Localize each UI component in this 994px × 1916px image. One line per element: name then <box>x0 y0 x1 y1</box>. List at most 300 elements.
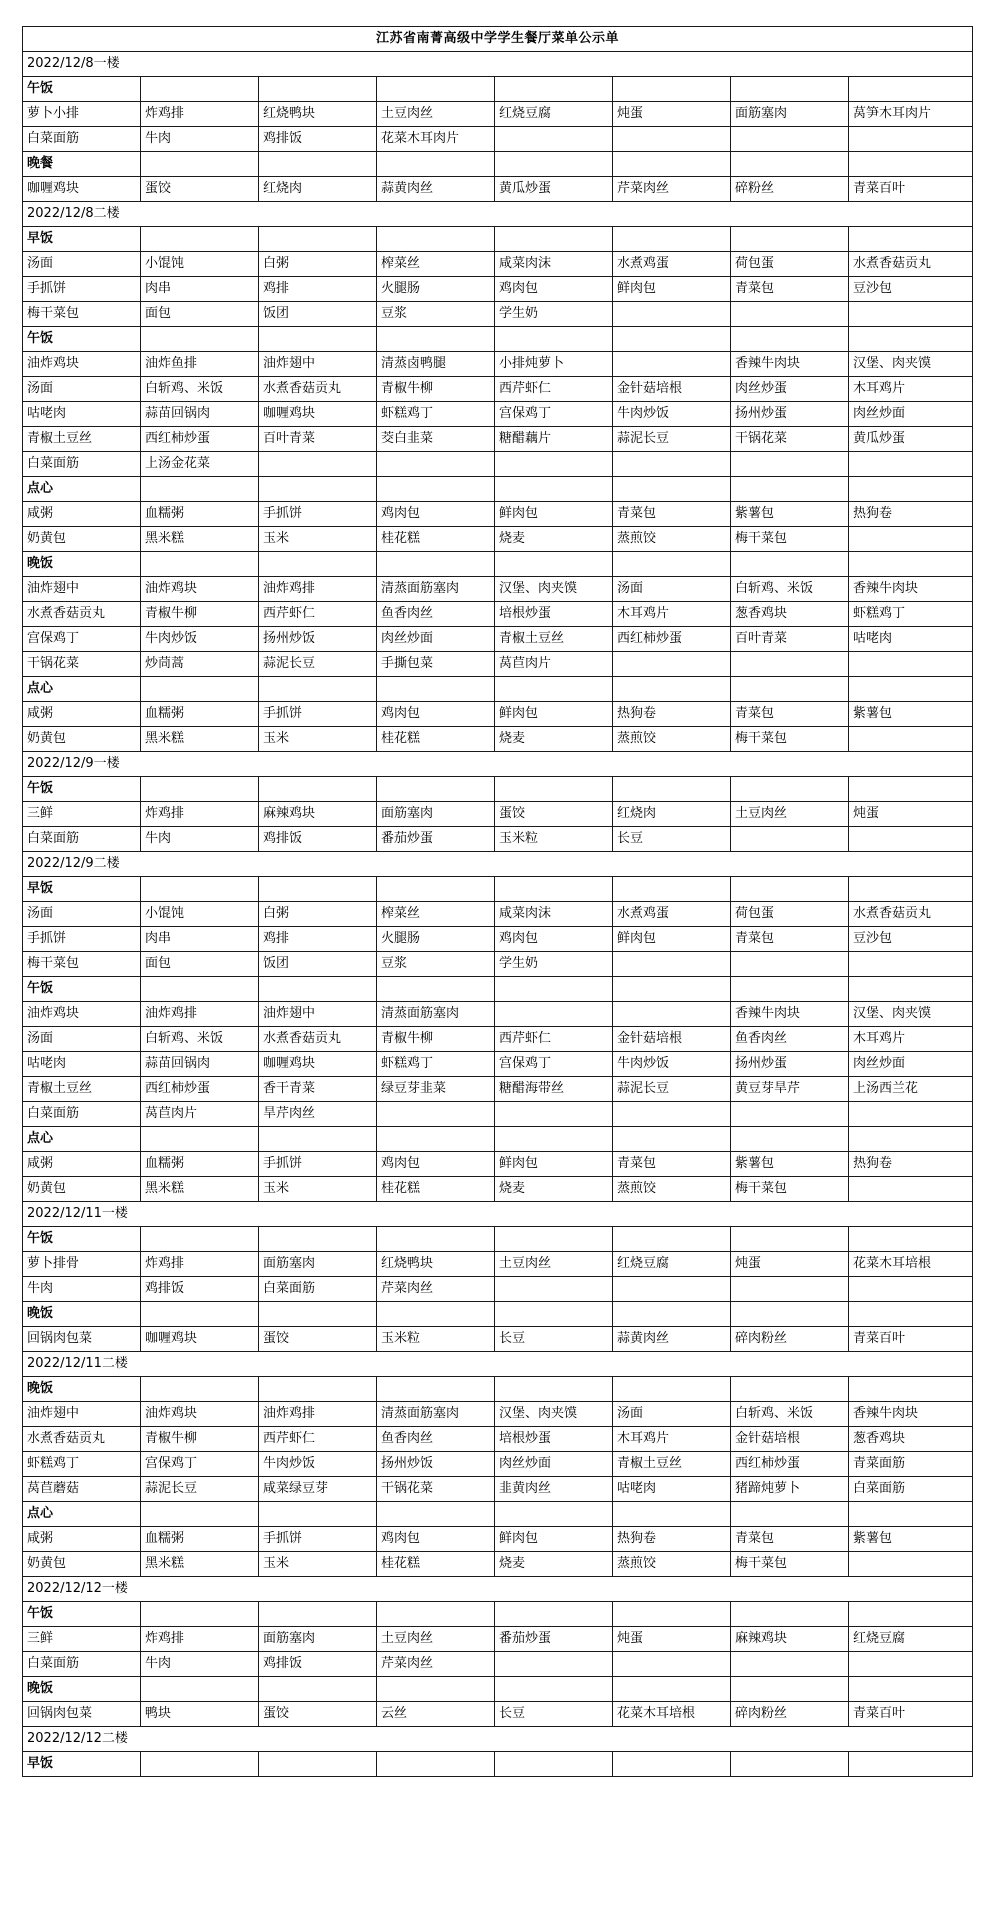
dish-cell: 咸菜绿豆芽 <box>259 1477 377 1502</box>
date-floor-label: 2022/12/12一楼 <box>23 1577 973 1602</box>
meal-header-spacer <box>377 552 495 577</box>
date-header-row <box>23 1202 973 1227</box>
meal-header-spacer <box>259 77 377 102</box>
dish-cell <box>731 827 849 852</box>
dish-row <box>23 1052 973 1077</box>
dish-cell: 梅干菜包 <box>731 1552 849 1577</box>
meal-header-spacer <box>495 1302 613 1327</box>
dish-cell: 血糯粥 <box>141 502 259 527</box>
dish-cell: 油炸鸡排 <box>141 1002 259 1027</box>
meal-label: 晚饭 <box>23 552 141 577</box>
meal-header-spacer <box>613 77 731 102</box>
dish-cell: 青椒牛柳 <box>141 602 259 627</box>
meal-header-spacer <box>495 552 613 577</box>
meal-header-spacer <box>613 1227 731 1252</box>
dish-cell: 西芹虾仁 <box>495 377 613 402</box>
dish-cell: 芹菜肉丝 <box>377 1652 495 1677</box>
dish-cell: 黑米糕 <box>141 527 259 552</box>
dish-cell: 鱼香肉丝 <box>377 1427 495 1452</box>
dish-cell: 红烧肉 <box>259 177 377 202</box>
dish-cell: 炸鸡排 <box>141 802 259 827</box>
dish-row <box>23 1652 973 1677</box>
dish-cell <box>731 1102 849 1127</box>
meal-header-spacer <box>259 327 377 352</box>
dish-cell: 牛肉炒饭 <box>259 1452 377 1477</box>
dish-cell: 油炸翅中 <box>23 577 141 602</box>
dish-row <box>23 527 973 552</box>
dish-row <box>23 1552 973 1577</box>
dish-cell: 炖蛋 <box>613 102 731 127</box>
dish-cell: 白斩鸡、米饭 <box>141 1027 259 1052</box>
meal-header-spacer <box>377 327 495 352</box>
meal-header-spacer <box>377 1377 495 1402</box>
dish-cell: 香辣牛肉块 <box>849 577 973 602</box>
dish-cell: 油炸翅中 <box>259 352 377 377</box>
meal-header-spacer <box>495 227 613 252</box>
meal-header-spacer <box>377 1302 495 1327</box>
meal-header-spacer <box>731 1127 849 1152</box>
dish-cell: 梅干菜包 <box>731 527 849 552</box>
dish-cell: 三鲜 <box>23 1627 141 1652</box>
dish-cell: 小馄饨 <box>141 902 259 927</box>
dish-cell: 碎肉粉丝 <box>731 1702 849 1727</box>
dish-row <box>23 452 973 477</box>
meal-header-spacer <box>259 1752 377 1777</box>
dish-cell: 油炸鸡块 <box>23 352 141 377</box>
meal-header-spacer <box>849 877 973 902</box>
dish-cell: 白菜面筋 <box>23 127 141 152</box>
dish-cell: 桂花糕 <box>377 1177 495 1202</box>
dish-cell: 西红柿炒蛋 <box>141 1077 259 1102</box>
meal-label: 晚饭 <box>23 1377 141 1402</box>
dish-cell <box>613 1102 731 1127</box>
meal-header-spacer <box>495 1602 613 1627</box>
dish-cell: 青椒牛柳 <box>377 1027 495 1052</box>
dish-cell: 蒸煎饺 <box>613 1552 731 1577</box>
meal-header-spacer <box>613 877 731 902</box>
dish-cell: 水煮香菇贡丸 <box>259 1027 377 1052</box>
dish-cell: 水煮香菇贡丸 <box>849 902 973 927</box>
meal-header-spacer <box>731 1302 849 1327</box>
dish-cell: 血糯粥 <box>141 702 259 727</box>
meal-header-spacer <box>141 677 259 702</box>
meal-header-spacer <box>849 1227 973 1252</box>
dish-cell: 油炸鱼排 <box>141 352 259 377</box>
meal-header-spacer <box>495 1127 613 1152</box>
meal-header-spacer <box>377 977 495 1002</box>
dish-cell: 学生奶 <box>495 302 613 327</box>
dish-cell: 豆沙包 <box>849 927 973 952</box>
dish-cell: 旱芹肉丝 <box>259 1102 377 1127</box>
meal-header-spacer <box>259 1677 377 1702</box>
dish-cell: 鲜肉包 <box>495 702 613 727</box>
dish-cell: 咖喱鸡块 <box>23 177 141 202</box>
dish-cell: 玉米 <box>259 727 377 752</box>
meal-header-spacer <box>259 1377 377 1402</box>
dish-row <box>23 952 973 977</box>
dish-cell: 白菜面筋 <box>23 1652 141 1677</box>
meal-header-spacer <box>259 777 377 802</box>
dish-cell: 玉米 <box>259 527 377 552</box>
meal-label: 点心 <box>23 677 141 702</box>
dish-cell: 云丝 <box>377 1702 495 1727</box>
dish-cell: 木耳鸡片 <box>849 377 973 402</box>
dish-cell: 金针菇培根 <box>731 1427 849 1452</box>
meal-header-spacer <box>849 677 973 702</box>
dish-cell: 鸡肉包 <box>377 702 495 727</box>
dish-cell: 虾糕鸡丁 <box>377 1052 495 1077</box>
dish-cell: 三鲜 <box>23 802 141 827</box>
meal-header-spacer <box>849 1302 973 1327</box>
dish-cell: 鲜肉包 <box>495 1152 613 1177</box>
dish-row <box>23 377 973 402</box>
meal-header-spacer <box>849 1127 973 1152</box>
dish-cell: 扬州炒蛋 <box>731 402 849 427</box>
meal-header-spacer <box>259 1127 377 1152</box>
dish-cell: 炸鸡排 <box>141 102 259 127</box>
dish-cell <box>259 452 377 477</box>
meal-header-spacer <box>495 977 613 1002</box>
date-header-row <box>23 202 973 227</box>
dish-cell: 扬州炒饭 <box>377 1452 495 1477</box>
dish-cell: 鲜肉包 <box>495 1527 613 1552</box>
dish-cell: 油炸鸡排 <box>259 1402 377 1427</box>
meal-header-spacer <box>731 1677 849 1702</box>
meal-header-spacer <box>377 1127 495 1152</box>
meal-header-spacer <box>849 977 973 1002</box>
dish-cell: 牛肉 <box>141 1652 259 1677</box>
dish-cell: 虾糕鸡丁 <box>377 402 495 427</box>
meal-header-spacer <box>377 227 495 252</box>
dish-cell: 咖喱鸡块 <box>259 1052 377 1077</box>
dish-cell: 鸡排饭 <box>259 827 377 852</box>
dish-cell: 饭团 <box>259 952 377 977</box>
title-row <box>23 27 973 52</box>
dish-cell: 蛋饺 <box>141 177 259 202</box>
dish-cell: 百叶青菜 <box>731 627 849 652</box>
dish-cell: 鸡排 <box>259 927 377 952</box>
dish-cell: 蒜黄肉丝 <box>613 1327 731 1352</box>
dish-cell: 花菜木耳培根 <box>613 1702 731 1727</box>
dish-cell: 梅干菜包 <box>23 302 141 327</box>
meal-label: 早饭 <box>23 1752 141 1777</box>
dish-cell: 肉丝炒面 <box>495 1452 613 1477</box>
dish-cell: 油炸鸡块 <box>23 1002 141 1027</box>
dish-cell: 青菜包 <box>613 502 731 527</box>
date-header-row <box>23 852 973 877</box>
dish-cell: 汤面 <box>23 1027 141 1052</box>
meal-header-spacer <box>731 1752 849 1777</box>
dish-cell: 葱香鸡块 <box>849 1427 973 1452</box>
meal-label: 晚餐 <box>23 152 141 177</box>
dish-cell: 红烧鸭块 <box>259 102 377 127</box>
dish-cell: 咸粥 <box>23 1152 141 1177</box>
dish-cell <box>849 127 973 152</box>
dish-cell <box>613 302 731 327</box>
dish-cell: 红烧豆腐 <box>849 1627 973 1652</box>
dish-cell: 汤面 <box>23 252 141 277</box>
dish-cell: 虾糕鸡丁 <box>849 602 973 627</box>
meal-header-spacer <box>141 1377 259 1402</box>
dish-cell: 小馄饨 <box>141 252 259 277</box>
meal-header-spacer <box>377 877 495 902</box>
meal-header-row <box>23 1502 973 1527</box>
meal-header-spacer <box>259 552 377 577</box>
meal-header-spacer <box>141 552 259 577</box>
dish-cell <box>613 1277 731 1302</box>
meal-header-spacer <box>613 777 731 802</box>
meal-header-spacer <box>495 1752 613 1777</box>
meal-header-spacer <box>495 152 613 177</box>
meal-header-spacer <box>141 777 259 802</box>
meal-label: 点心 <box>23 477 141 502</box>
dish-row <box>23 277 973 302</box>
dish-cell: 荷包蛋 <box>731 902 849 927</box>
dish-cell: 鲜肉包 <box>613 277 731 302</box>
dish-cell: 牛肉炒饭 <box>613 402 731 427</box>
meal-header-spacer <box>495 1227 613 1252</box>
meal-label: 晚饭 <box>23 1677 141 1702</box>
dish-cell: 紫薯包 <box>731 1152 849 1177</box>
meal-header-spacer <box>141 152 259 177</box>
meal-header-spacer <box>259 227 377 252</box>
dish-cell: 水煮鸡蛋 <box>613 252 731 277</box>
dish-cell <box>849 727 973 752</box>
meal-label: 早饭 <box>23 877 141 902</box>
dish-row <box>23 1452 973 1477</box>
dish-row <box>23 602 973 627</box>
menu-table <box>22 26 973 1777</box>
dish-cell: 蒜苗回锅肉 <box>141 402 259 427</box>
dish-row <box>23 1477 973 1502</box>
dish-cell: 鸡肉包 <box>377 1527 495 1552</box>
dish-cell: 青椒牛柳 <box>377 377 495 402</box>
meal-header-spacer <box>259 1302 377 1327</box>
meal-header-row <box>23 327 973 352</box>
meal-header-spacer <box>141 477 259 502</box>
dish-cell: 白菜面筋 <box>849 1477 973 1502</box>
meal-header-spacer <box>141 877 259 902</box>
meal-header-spacer <box>731 1502 849 1527</box>
dish-cell: 面筋塞肉 <box>259 1627 377 1652</box>
dish-cell <box>849 452 973 477</box>
meal-header-spacer <box>613 1377 731 1402</box>
dish-cell: 鱼香肉丝 <box>731 1027 849 1052</box>
meal-header-spacer <box>259 152 377 177</box>
meal-header-spacer <box>377 152 495 177</box>
dish-cell <box>495 127 613 152</box>
dish-cell: 香辣牛肉块 <box>849 1402 973 1427</box>
dish-cell: 培根炒蛋 <box>495 602 613 627</box>
dish-row <box>23 302 973 327</box>
dish-cell: 茭白韭菜 <box>377 427 495 452</box>
dish-cell: 百叶青菜 <box>259 427 377 452</box>
meal-header-spacer <box>495 677 613 702</box>
meal-header-spacer <box>259 877 377 902</box>
dish-cell: 鸡肉包 <box>377 1152 495 1177</box>
meal-header-spacer <box>377 1227 495 1252</box>
dish-cell: 青菜百叶 <box>849 177 973 202</box>
meal-header-spacer <box>731 227 849 252</box>
dish-cell: 蒸煎饺 <box>613 1177 731 1202</box>
meal-header-spacer <box>495 327 613 352</box>
dish-cell: 鸡肉包 <box>495 927 613 952</box>
dish-cell: 热狗卷 <box>849 1152 973 1177</box>
meal-header-spacer <box>613 327 731 352</box>
meal-header-spacer <box>613 1127 731 1152</box>
dish-row <box>23 702 973 727</box>
meal-header-spacer <box>495 77 613 102</box>
date-header-row <box>23 52 973 77</box>
dish-cell <box>495 1002 613 1027</box>
dish-cell <box>377 452 495 477</box>
dish-cell: 清蒸面筋塞肉 <box>377 1002 495 1027</box>
dish-cell: 水煮香菇贡丸 <box>259 377 377 402</box>
dish-cell: 鸡排饭 <box>259 127 377 152</box>
dish-cell: 黄瓜炒蛋 <box>495 177 613 202</box>
dish-cell: 肉丝炒蛋 <box>731 377 849 402</box>
date-header-row <box>23 1352 973 1377</box>
dish-row <box>23 627 973 652</box>
dish-cell: 木耳鸡片 <box>613 602 731 627</box>
dish-cell <box>613 452 731 477</box>
dish-cell: 蒜泥长豆 <box>259 652 377 677</box>
dish-cell: 炖蛋 <box>613 1627 731 1652</box>
meal-header-spacer <box>141 77 259 102</box>
dish-cell: 肉丝炒面 <box>849 1052 973 1077</box>
dish-cell <box>613 1002 731 1027</box>
meal-header-spacer <box>259 477 377 502</box>
date-floor-label: 2022/12/12二楼 <box>23 1727 973 1752</box>
dish-cell: 肉串 <box>141 927 259 952</box>
dish-cell: 金针菇培根 <box>613 377 731 402</box>
dish-row <box>23 1427 973 1452</box>
dish-row <box>23 927 973 952</box>
dish-cell: 土豆肉丝 <box>377 1627 495 1652</box>
dish-cell <box>731 127 849 152</box>
dish-row <box>23 802 973 827</box>
dish-cell: 土豆肉丝 <box>731 802 849 827</box>
dish-cell: 咸粥 <box>23 702 141 727</box>
meal-header-spacer <box>141 1227 259 1252</box>
dish-cell: 肉串 <box>141 277 259 302</box>
meal-header-spacer <box>849 152 973 177</box>
dish-cell: 土豆肉丝 <box>495 1252 613 1277</box>
dish-cell <box>613 652 731 677</box>
date-floor-label: 2022/12/9二楼 <box>23 852 973 877</box>
dish-cell: 鸡排 <box>259 277 377 302</box>
dish-cell: 玉米粒 <box>377 1327 495 1352</box>
meal-header-spacer <box>141 977 259 1002</box>
meal-header-spacer <box>495 477 613 502</box>
date-floor-label: 2022/12/9一楼 <box>23 752 973 777</box>
dish-row <box>23 1527 973 1552</box>
dish-cell: 虾糕鸡丁 <box>23 1452 141 1477</box>
dish-row <box>23 1152 973 1177</box>
dish-cell: 咸粥 <box>23 1527 141 1552</box>
dish-cell <box>495 1652 613 1677</box>
dish-cell: 芹菜肉丝 <box>377 1277 495 1302</box>
dish-cell: 黑米糕 <box>141 1177 259 1202</box>
meal-label: 午饭 <box>23 1227 141 1252</box>
dish-cell: 豆浆 <box>377 302 495 327</box>
dish-cell: 桂花糕 <box>377 1552 495 1577</box>
meal-header-spacer <box>731 1227 849 1252</box>
dish-cell: 紫薯包 <box>731 502 849 527</box>
dish-cell: 莴苣蘑菇 <box>23 1477 141 1502</box>
dish-row <box>23 102 973 127</box>
dish-cell: 汤面 <box>613 577 731 602</box>
dish-row <box>23 1027 973 1052</box>
meal-header-spacer <box>259 1227 377 1252</box>
dish-cell <box>731 302 849 327</box>
meal-header-spacer <box>613 677 731 702</box>
dish-cell: 牛肉 <box>23 1277 141 1302</box>
dish-row <box>23 1002 973 1027</box>
dish-cell: 干锅花菜 <box>377 1477 495 1502</box>
dish-cell: 鱼香肉丝 <box>377 602 495 627</box>
meal-header-spacer <box>495 777 613 802</box>
dish-cell: 西红柿炒蛋 <box>613 627 731 652</box>
dish-cell: 水煮香菇贡丸 <box>849 252 973 277</box>
dish-cell: 清蒸面筋塞肉 <box>377 1402 495 1427</box>
dish-cell: 鸡肉包 <box>495 277 613 302</box>
dish-cell: 长豆 <box>495 1327 613 1352</box>
meal-header-spacer <box>377 77 495 102</box>
dish-row <box>23 902 973 927</box>
dish-cell: 西芹虾仁 <box>495 1027 613 1052</box>
dish-cell: 回锅肉包菜 <box>23 1702 141 1727</box>
meal-header-row <box>23 1677 973 1702</box>
dish-cell <box>495 1102 613 1127</box>
dish-cell <box>731 952 849 977</box>
meal-label: 午饭 <box>23 1602 141 1627</box>
meal-header-spacer <box>141 1127 259 1152</box>
dish-cell: 面筋塞肉 <box>377 802 495 827</box>
dish-row <box>23 577 973 602</box>
meal-header-spacer <box>849 777 973 802</box>
dish-cell: 咸菜肉沫 <box>495 902 613 927</box>
dish-cell <box>849 952 973 977</box>
dish-cell: 白斩鸡、米饭 <box>731 1402 849 1427</box>
meal-label: 午饭 <box>23 77 141 102</box>
dish-cell: 咕咾肉 <box>613 1477 731 1502</box>
dish-cell: 咕咾肉 <box>23 402 141 427</box>
dish-row <box>23 402 973 427</box>
dish-row <box>23 1177 973 1202</box>
dish-cell: 手抓饼 <box>259 1152 377 1177</box>
dish-cell: 手撕包菜 <box>377 652 495 677</box>
dish-cell: 糖醋藕片 <box>495 427 613 452</box>
dish-cell: 木耳鸡片 <box>613 1427 731 1452</box>
dish-cell: 白菜面筋 <box>23 452 141 477</box>
date-floor-label: 2022/12/8一楼 <box>23 52 973 77</box>
meal-header-spacer <box>613 1602 731 1627</box>
dish-cell: 玉米粒 <box>495 827 613 852</box>
dish-row <box>23 1102 973 1127</box>
dish-row <box>23 352 973 377</box>
meal-header-row <box>23 877 973 902</box>
meal-header-spacer <box>259 977 377 1002</box>
dish-cell: 面筋塞肉 <box>731 102 849 127</box>
dish-row <box>23 1252 973 1277</box>
meal-header-row <box>23 1227 973 1252</box>
meal-header-spacer <box>613 1502 731 1527</box>
dish-cell: 青椒土豆丝 <box>23 427 141 452</box>
dish-cell: 咕咾肉 <box>23 1052 141 1077</box>
dish-cell: 鸡排饭 <box>141 1277 259 1302</box>
meal-header-spacer <box>377 677 495 702</box>
